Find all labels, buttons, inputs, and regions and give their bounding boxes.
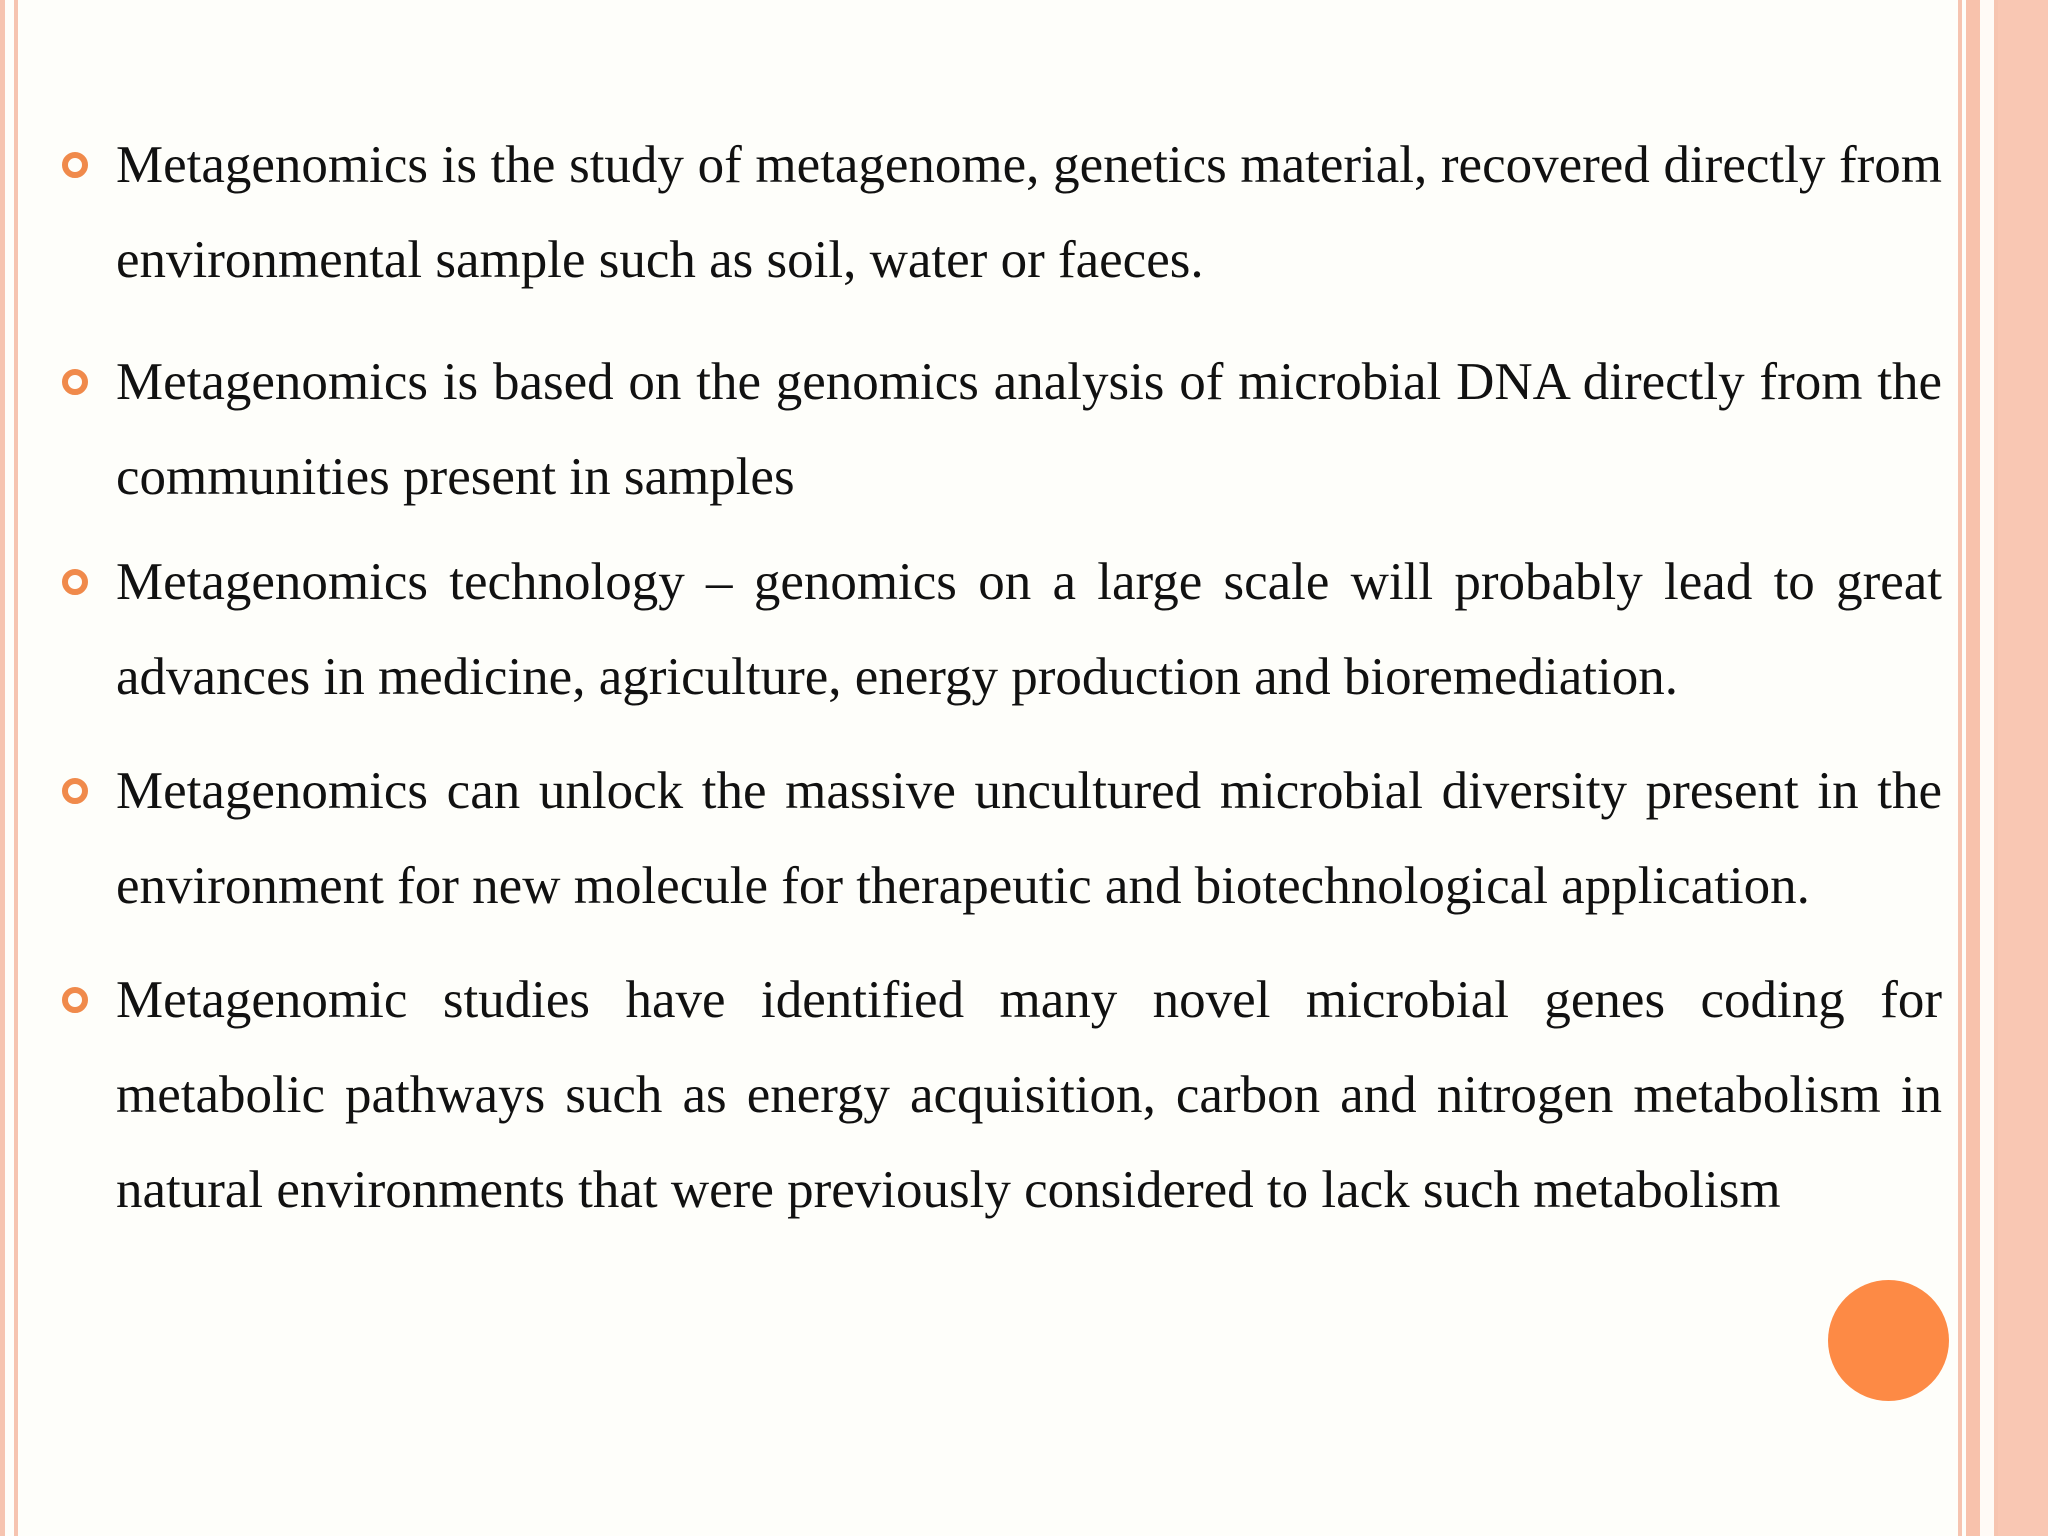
bullet-item-1: [116, 118, 1942, 308]
right-border-line: [1958, 0, 1962, 1536]
orange-circle-icon: [1828, 1280, 1949, 1401]
bullet-text-5: Metagenomic studies have identified many novel microbial genes coding for metabolic pathways such as energy acquisition, carbon and nitrogen metabolism in natural environments that were previously considered to lack such metabolism: [116, 971, 1942, 1219]
hollow-circle-bullet-icon: [62, 987, 88, 1013]
left-border-line: [0, 0, 5, 1536]
bullet-item-4: [116, 744, 1942, 934]
hollow-circle-bullet-icon: [62, 152, 88, 178]
right-border-band: [1966, 0, 1980, 1536]
bullet-item-3: [116, 535, 1942, 725]
bullet-item-5: [116, 953, 1942, 1238]
right-border-band-outer: [1998, 0, 2048, 1536]
hollow-circle-bullet-icon: [62, 778, 88, 804]
bullet-text-2: Metagenomics is based on the genomics analysis of microbial DNA directly from the communities present in samples: [116, 353, 1942, 506]
bullet-text-4: Metagenomics can unlock the massive uncultured microbial diversity present in the environment for new molecule for therapeutic and biotechnological application.: [116, 762, 1942, 915]
bullet-text-1: Metagenomics is the study of metagenome, genetics material, recovered directly from environmental sample such as soil, water or faeces.: [116, 136, 1942, 289]
hollow-circle-bullet-icon: [62, 369, 88, 395]
left-border-line-inner: [14, 0, 18, 1536]
bullet-text-3: Metagenomics technology – genomics on a large scale will probably lead to great advances in medicine, agriculture, energy production and bioremediation.: [116, 553, 1942, 706]
right-border-gap: [1980, 0, 1994, 1536]
bullet-item-2: [116, 335, 1942, 525]
bullet-list: [116, 118, 1942, 1238]
hollow-circle-bullet-icon: [62, 569, 88, 595]
